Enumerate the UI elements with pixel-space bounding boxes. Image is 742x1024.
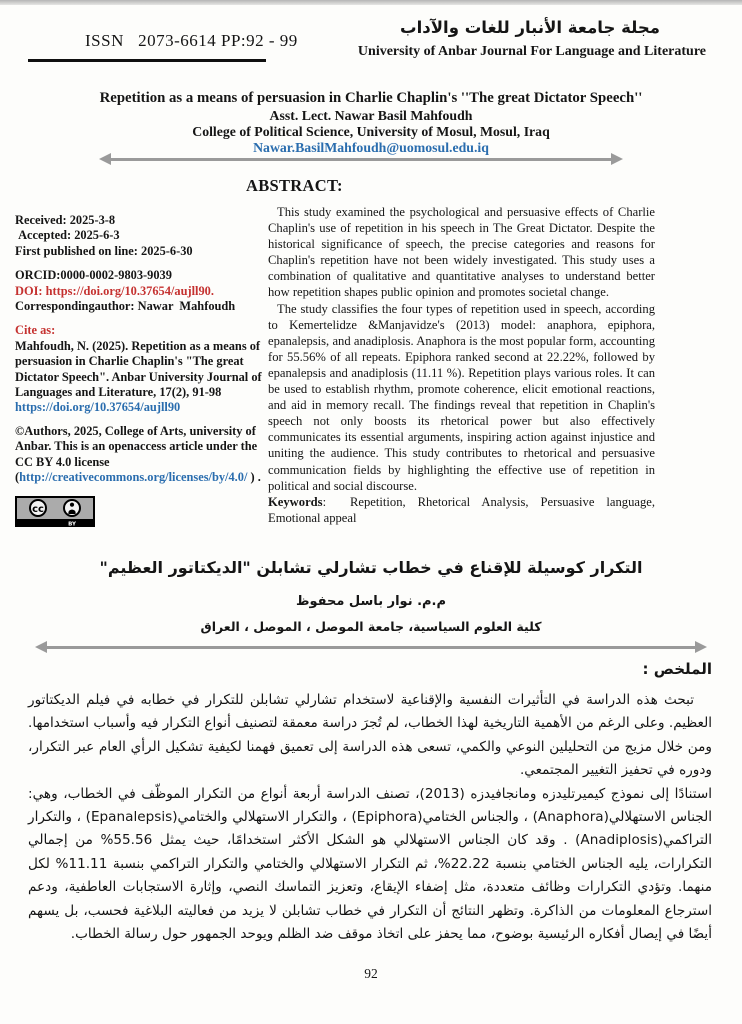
abstract-paragraph-1: This study examined the psychological and persuasive effects of Charlie Chaplin's use of repetition in his speech in The Great Dictator. Despite the historical significance of speech, the precise categories and reasons for Chaplin's repetition have not been widely investigated. This study uses a combination of qualitative and quantitative analyses to understand better how repetition shapes public opinion and promotes societal change. bbox=[268, 205, 655, 300]
title-block bbox=[0, 90, 742, 156]
license-suffix: ) . bbox=[247, 470, 261, 485]
cc-by-badge bbox=[15, 496, 262, 531]
keywords-label: Keywords bbox=[268, 494, 323, 509]
metadata-column bbox=[15, 213, 262, 531]
by-icon: BY bbox=[68, 520, 76, 527]
arabic-title: التكرار كوسيلة للإقناع في خطاب تشارلي تشابلن "الديكتاتور العظيم" bbox=[99, 558, 643, 577]
author-email-link[interactable]: Nawar.BasilMahfoudh@uomosul.edu.iq bbox=[253, 140, 489, 155]
license-paragraph bbox=[15, 424, 262, 486]
issn-line: ISSN 2073-6614 PP:92 - 99 bbox=[85, 31, 298, 50]
doi-label: DOI: bbox=[15, 283, 46, 298]
page-number: 92 bbox=[364, 966, 378, 981]
paper-title: Repetition as a means of persuasion in Charlie Chaplin's ''The great Dictator Speech'' bbox=[99, 90, 643, 106]
accepted-date: Accepted: 2025-6-3 bbox=[15, 228, 120, 243]
arabic-paragraph-1: تبحث هذه الدراسة في التأثيرات النفسية والإقناعية لاستخدام تشارلي تشابلن للتكرار في خطابه في فيلم الديكتاتور العظيم. وعلى الرغم من الأهمية التاريخية لهذا الخطاب، لم تُجرَ دراسة معمقة لتصنيف أنواع التكرار فيه وأسباب استخدامها. ومن خلال مزيج من التحليلين النوعي والكمي، تسعى هذه الدراسة إلى تعميق فهمنا لكيفية تشكيل الرأي العام عبر التكرار، ودوره في تحفيز التغيير المجتمعي. bbox=[28, 692, 712, 779]
cc-icon: cc bbox=[32, 503, 44, 515]
ids-group bbox=[15, 268, 262, 314]
arabic-affiliation: كلية العلوم السياسية، جامعة الموصل ، الموصل ، العراق bbox=[200, 619, 542, 634]
dates-group bbox=[15, 213, 262, 259]
doi-link[interactable]: https://doi.org/10.37654/aujll90. bbox=[45, 283, 214, 298]
abstract-paragraph-2: The study classifies the four types of repetition used in speech, according to Kemertelidze &Manjavidze's (2013) model: anaphora, epiphora, epanalepsis, and anadiplosis. Anaphora is the most popular form, accounting for 55.56% of all repeats. Epiphora ranked second at 22.22%, followed by epanalepsis and anadiplosis (11.11 %). Repetition plays various roles. It can be used to establish rhythm, promote coherence, elicit emotional reactions, and aid in memory recall. The findings reveal that repetition in Chaplin's speech not only boosts its rhetorical power but also effectively communicates its essential arguments, inspiring action against injustice and uniting the audience. This study contributes to rhetorical and persuasive communication fields by highlighting the effective use of repetition in political and social discourse. bbox=[268, 301, 655, 493]
paper-affiliation: College of Political Science, University of Mosul, Mosul, Iraq bbox=[192, 124, 550, 139]
abstract-heading: ABSTRACT: bbox=[246, 176, 343, 195]
arabic-abstract-body bbox=[28, 689, 712, 946]
keywords-line bbox=[268, 494, 659, 526]
divider-arrow-middle bbox=[46, 646, 696, 649]
arabic-paragraph-2: استنادًا إلى نموذج كيميرتليدزه ومانجافيدزه (2013)، تصنف الدراسة أربعة أنواع من التكرار الموظّف في الخطاب، وهي: الجناس الاستهلالي(Anaphora) ، والجناس الختامي(Epiphora) ، والتكرار الاستهلالي والختامي(Epanalepsis) ، والتكرار التراكمي(Anadiplosis) . وقد كان الجناس الاستهلالي هو الشكل الأكثر استخدامًا، حيث يمثل 55.56% من إجمالي التكرارات، يليه الجناس الختامي بنسبة 22.22%، ثم التكرار الاستهلالي والختامي والتكرار التراكمي بنسبة 11.11% لكل منهما. وتؤدي التكرارات وظائف متعددة، مثل إضفاء الإيقاع، وتعزيز التماسك النصي، وإثارة الاستجابات العاطفية، ودعم استرجاع المعلومات من الذاكرة. وتظهر النتائج أن التكرار في خطاب تشابلن لا يزيد من فعاليته البلاغية فحسب، بل يسهم أيضًا في إيصال أفكاره الرئيسية بوضوح، مما يحفز على اتخاذ موقف ضد الظلم ويوحد الجمهور حول رسالة الخطاب. bbox=[28, 785, 713, 943]
journal-name-english: University of Anbar Journal For Language and Literature bbox=[357, 44, 706, 59]
cc-by-badge-icon bbox=[15, 496, 95, 527]
doi-line bbox=[15, 284, 262, 299]
journal-name-arabic: مجلة جامعة الأنبار للغات والآداب bbox=[400, 18, 660, 37]
first-published-date: First published on line: 2025-6-30 bbox=[15, 243, 193, 258]
scan-edge bbox=[0, 0, 742, 5]
citation-group bbox=[15, 323, 262, 415]
keywords-text: : Repetition, Rhetorical Analysis, Persuasive language, Emotional appeal bbox=[268, 494, 659, 525]
license-link[interactable]: http://creativecommons.org/licenses/by/4.0/ bbox=[19, 470, 248, 485]
corresponding-author: Correspondingauthor: Nawar Mahfoudh bbox=[15, 299, 236, 314]
citation-text: Mahfoudh, N. (2025). Repetition as a means of persuasion in Charlie Chaplin's "The great Dictator Speech". Anbar University Journal of Languages and Literature, 17(2), 91-98 bbox=[15, 338, 262, 400]
paper-author: Asst. Lect. Nawar Basil Mahfoudh bbox=[269, 108, 473, 123]
orcid: ORCID:0000-0002-9803-9039 bbox=[15, 268, 172, 283]
arabic-author: م.م. نوار باسل محفوظ bbox=[295, 594, 447, 609]
header-rule bbox=[28, 59, 266, 62]
abstract-column bbox=[268, 204, 659, 526]
cite-as-label: Cite as: bbox=[15, 323, 56, 338]
arabic-abstract-heading: الملخص : bbox=[642, 660, 712, 678]
license-text: ©Authors, 2025, College of Arts, university of Anbar. This is an openaccess article under the CC BY 4.0 license ( bbox=[15, 423, 258, 485]
citation-doi-link[interactable]: https://doi.org/10.37654/aujll90 bbox=[15, 400, 181, 415]
citation bbox=[15, 339, 262, 416]
received-date: Received: 2025-3-8 bbox=[15, 213, 116, 227]
divider-arrow-top bbox=[110, 158, 612, 161]
